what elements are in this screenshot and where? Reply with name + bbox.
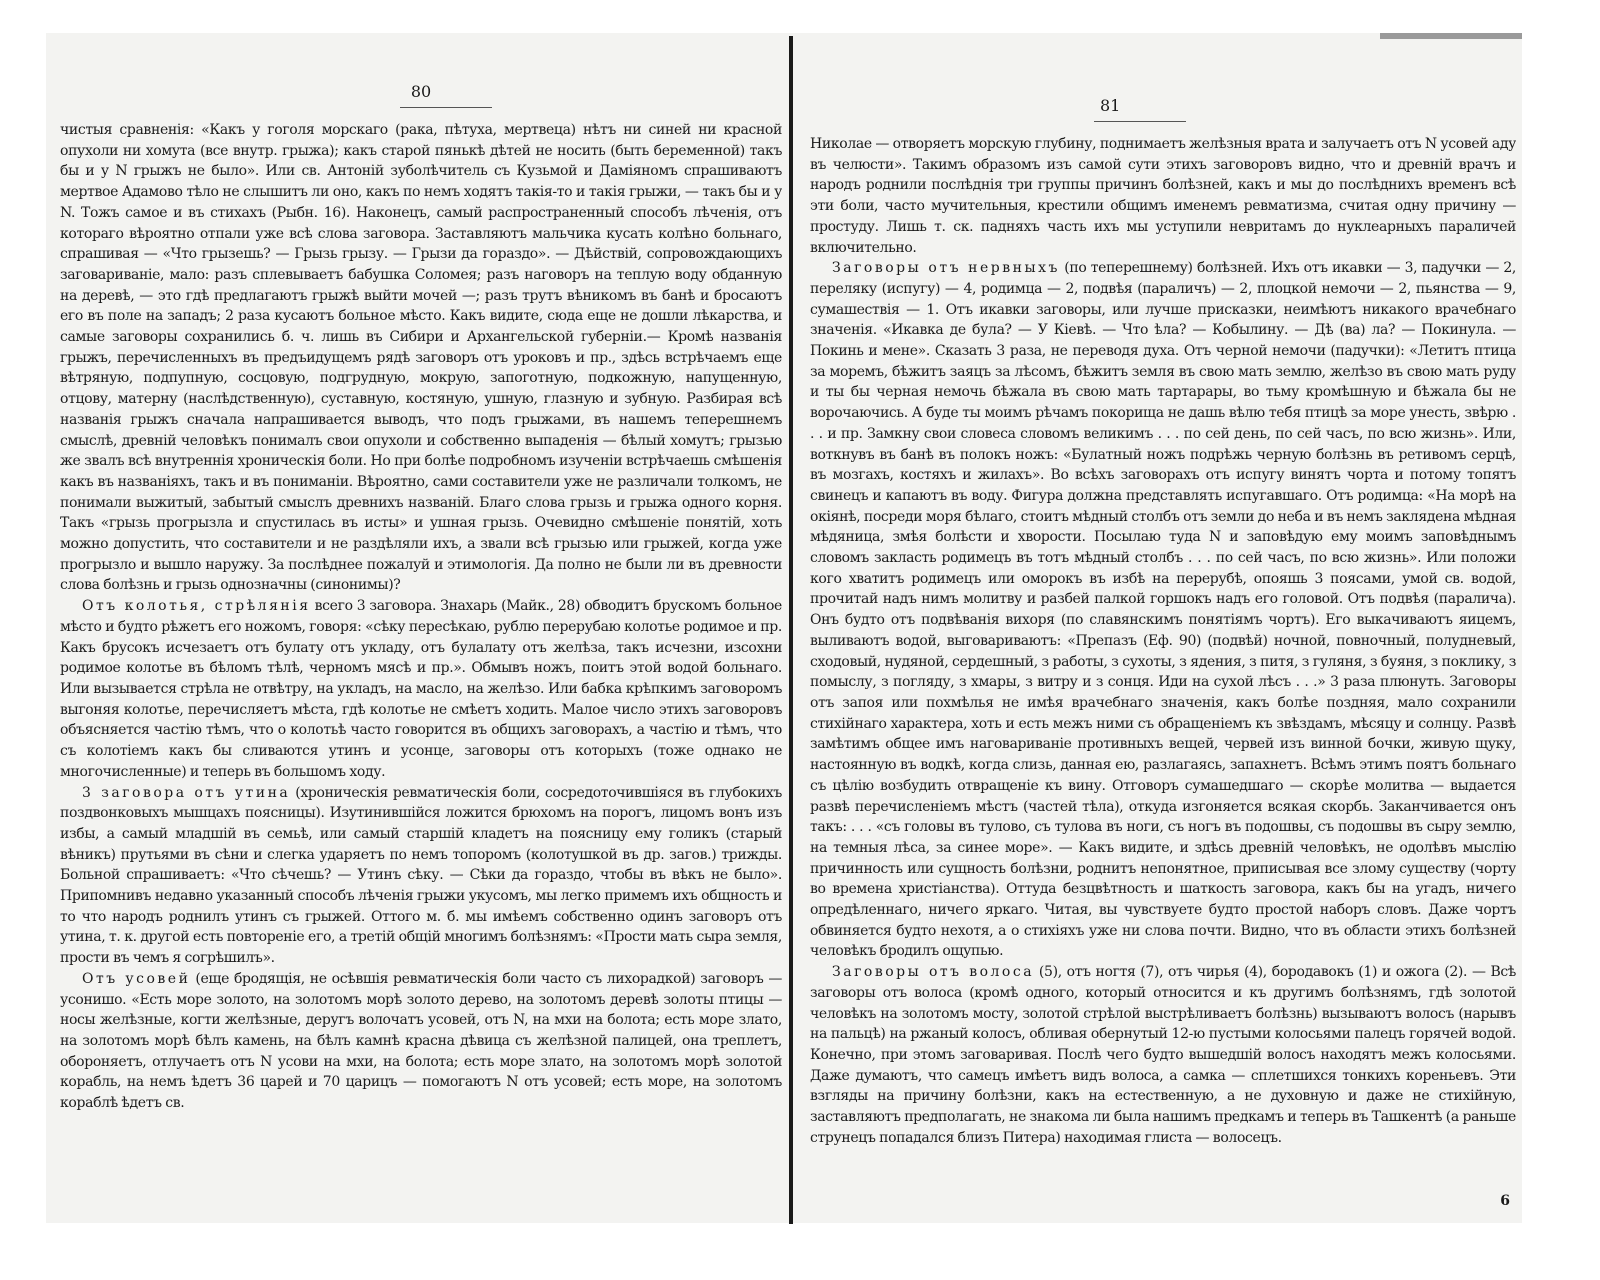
paragraph-lead: Отъ усовей	[82, 970, 191, 987]
paragraph	[60, 969, 782, 1114]
paragraph-lead: Отъ колотья, стрѣлянія	[82, 598, 311, 615]
book-spine	[789, 36, 793, 1224]
paragraph	[60, 120, 782, 596]
page-number-rule	[400, 107, 492, 108]
signature-mark: 6	[1500, 1193, 1510, 1209]
paragraph-body: чистыя сравненія: «Какъ у гоголя морскаго (рака, пѣтуха, мертвеца) нѣтъ ни синей ни красной опухоли ни хомута (все внутр. грыжа); какъ старой пянькѣ дѣтей не носить (быть беременной) такъ бы и у N грыжъ не было». Или св. Антоній зуболѣчитель съ Кузьмой и Даміяномъ спрашиваютъ мертвое Адамово тѣло не слышитъ ли оно, какъ по немъ ходятъ такія-то и такія грыжи, — такъ бы и у N. Тожъ самое и въ стихахъ (Рыбн. 16). Наконецъ, самый распространенный способъ лѣченія, отъ котораго вѣроятно отпали уже всѣ слова заговора. Заставляютъ мальчика кусать колѣно больнаго, спрашивая — «Что грызешь? — Грызь грызу. — Грызи да гораздо». — Дѣйствій, сопровождающихъ заговариваніе, мало: разъ сплевываетъ бабушка Соломея; разъ наговоръ на теплую воду обданную на деревѣ, — это гдѣ предлагаютъ грыжѣ выйти мочей —; разъ трутъ вѣникомъ въ банѣ и бросаютъ его въ поле на западъ; 2 раза кусаютъ больное мѣсто. Какъ видите, сюда еще не дошли лѣкарства, и самые заговоры сохранились б. ч. лишь въ Сибири и Архангельской губерніи.— Кромѣ названія грыжъ, перечисленныхъ въ предъидущемъ рядѣ заговоръ отъ уроковъ и пр., здѣсь встрѣчаемъ еще вѣтряную, подпупную, сосцовую, подгрудную, мокрую, запоготную, подкожную, напущенную, отцову, матерну (наслѣдственную), суставную, костяную, ушную, глазную и зубную. Разбирая всѣ названія грыжъ сначала напрашивается выводъ, что подъ грыжами, въ нашемъ теперешнемъ смыслѣ, древній человѣкъ понималъ свои опухоли и собственно выпаденія — бѣлый хомутъ; грызью же звалъ всѣ внутреннія хроническія боли. Но при болѣе подробномъ изученіи встрѣчаешь смѣшенія какъ въ названіяхъ, такъ и въ пониманіи. Вѣроятно, сами составители уже не различали толкомъ, не понимали выжитый, забытый смыслъ древнихъ названій. Благо слова грызь и грыжа одного корня. Такъ «грызь прогрызла и спустилась въ исты» и ушная грызь. Очевидно смѣшеніе понятій, хоть можно допустить, что составители и не раздѣляли ихъ, а звали всѣ грызью или грыжей, когда уже прогрызло и вышло наружу. За послѣднее пожалуй и этимологія. Да полно не были ли въ древности слова болѣзнь и грызь однозначны (синонимы)?	[60, 122, 782, 594]
paragraph	[60, 596, 782, 782]
paragraph-lead: 3 заговора отъ утина	[82, 784, 291, 801]
paragraph	[60, 783, 782, 969]
page-number-rule	[1094, 121, 1186, 122]
page-text	[60, 120, 782, 1114]
left-page	[60, 33, 782, 1223]
page-number: 81	[1100, 96, 1121, 115]
paragraph	[810, 962, 1516, 1148]
paragraph-body: (5), отъ ногтя (7), отъ чирья (4), бородавокъ (1) и ожога (2). — Всѣ заговоры отъ волоса (кромѣ одного, который относится и къ другимъ болѣзнямъ, гдѣ золотой человѣкъ на золотомъ мосту, золотой стрѣлой выстрѣливаетъ болѣзнь) вызываютъ волосъ (нарывъ на пальцѣ) на ржаный колосъ, обливая обернутый 12-ю пустыми колосьями палецъ горячей водой. Конечно, при этомъ заговаривая. Послѣ чего будто вышедшій волосъ находятъ межъ колосьями. Даже думаютъ, что самецъ имѣетъ видъ волоса, а самка — сплетшихся тонкихъ кореньевъ. Эти взгляды на причину болѣзни, какъ на естественную, а не духовную и даже не стихійную, заставляютъ предполагать, не знакома ли была нашимъ предкамъ и теперь въ Ташкентѣ (а раньше струнецъ попадался близъ Питера) находимая глиста — волосецъ.	[810, 964, 1516, 1146]
paragraph-lead: Заговоры отъ волоса	[832, 964, 1035, 981]
page-number: 80	[410, 82, 432, 101]
paragraph-body: (еще бродящія, не осѣвшія ревматическія боли часто съ лихорадкой) заговоръ — усонишо. «Есть море золото, на золотомъ морѣ золото дерево, на золотомъ деревѣ золоты птицы — носы желѣзные, когти желѣзные, деругъ волочатъ усовей, отъ N, на мхи на болота; есть море злато, на золотомъ морѣ бѣлъ камень, на бѣлъ камнѣ красна дѣвица съ желѣзной палицей, она треплетъ, обороняетъ, отлучаетъ отъ N усови на мхи, на болота; есть море злато, на золотомъ морѣ золотой корабль, на немъ ѣдетъ 36 царей и 70 царицъ — помогаютъ N отъ усовей; есть море, на золотомъ кораблѣ ѣдетъ св.	[60, 970, 782, 1112]
paragraph	[810, 134, 1516, 258]
paragraph-body: (хроническія ревматическія боли, сосредоточившіяся въ глубокихъ поздвонковыхъ мышцахъ поясницы). Изутинившійся ложится брюхомъ на порогъ, лицомъ вонъ изъ избы, а самый младшій въ семьѣ, или самый старшій кладетъ на поясницу ему голикъ (старый вѣникъ) прутьями въ сѣни и слегка ударяетъ по немъ топоромъ (колотушкой въ др. загов.) трижды. Больной спрашиваетъ: «Что сѣчешь? — Утинъ сѣку. — Сѣки да гораздо, чтобы въ вѣкъ не было». Припомнивъ недавно указанный способъ лѣченія грыжи укусомъ, мы легко примемъ ихъ общность и то что народъ роднилъ утинъ съ грыжей. Оттого м. б. мы имѣемъ собственно одинъ заговоръ отъ утина, т. к. другой есть повтореніе его, а третій общій многимъ болѣзнямъ: «Прости мать сыра земля, прости въ чемъ я согрѣшилъ».	[60, 784, 782, 967]
page-text	[810, 134, 1516, 1148]
paragraph-body: (по теперешнему) болѣзней. Ихъ отъ икавки — 3, падучки — 2, переляку (испугу) — 4, родимца — 2, подвѣя (параличъ) — 2, плоцкой немочи — 2, пьянства — 9, сумашествія — 1. Отъ икавки заговоры, или лучше присказки, неимѣютъ никакого врачебнаго значенія. «Икавка де була? — У Кіевѣ. — Что ѣла? — Кобылину. — Дѣ (ва) ла? — Покинула. — Покинь и мене». Сказать 3 раза, не переводя духа. Отъ черной немочи (падучки): «Летитъ птица за моремъ, бѣжитъ заяцъ за лѣсомъ, бѣжитъ земля въ свою мать землю, желѣзо въ свою мать руду и ты бы черная немочь бѣжала въ свою мать тартарары, во тьму кромѣшную и бѣжала бы не ворочаючись. А буде ты моимъ рѣчамъ покорища не дашь вѣлю тебя птицѣ за море унесть, звѣрю . . . и пр. Замкну свои словеса словомъ великимъ . . . по сей день, по сей часъ, по всю жизнь». Или, воткнувъ въ банѣ въ полокъ ножъ: «Булатный ножъ подрѣжь черную болѣзнь въ ретивомъ серцѣ, въ мозгахъ, костяхъ и жилахъ». Во всѣхъ заговорахъ отъ испугу винятъ чорта и потому топятъ свинецъ и капаютъ въ воду. Фигура должна представлять испугавшаго. Отъ родимца: «На морѣ на окіянѣ, посреди моря бѣлаго, стоитъ мѣдный столбъ отъ земли до неба и въ немъ заклядена мѣдная мѣдяница, змѣя болѣсти и хворости. Посылаю туда N и заповѣдую ему моимъ заповѣднымъ словомъ закласть родимецъ въ тотъ мѣдный столбъ . . . по сей часъ, по всю жизнь». Или положи кого хватитъ родимецъ или оморокъ въ избѣ на перерубѣ, опояшь 3 поясами, умой св. водой, прочитай надъ нимъ молитву и разбей палкой горшокъ надъ его головой. Отъ подвѣя (паралича). Онъ будто отъ подвѣванія вихоря (по славянскимъ понятіямъ чортъ). Его выкачиваютъ яицемъ, выливаютъ водой, выговариваютъ: «Препазъ (Еф. 90) (подвѣй) ночной, повночный, полудневый, сходовый, нудяной, сердешный, з работы, з сухоты, з ядения, з питя, з гуляня, з буяня, з поклику, з помыслу, з погляду, з хмары, з витру и з сонця. Иди на сухой лѣсъ . . .» 3 раза плюнуть. Заговоры отъ запоя или похмѣлья не имѣя врачебнаго значенія, какъ болѣе поздняя, мало сохранили стихійнаго характера, хоть и есть межъ ними съ обращеніемъ къ звѣздамъ, мѣсяцу и солнцу. Развѣ замѣтимъ общее имъ наговариваніе противныхъ вещей, червей изъ винной бочки, живую щуку, настоянную въ водкѣ, когда слизь, данная ею, разлагаясь, запахнетъ. Всѣмъ этимъ поятъ больнаго съ цѣлію возбудить отвращеніе къ вину. Отговоръ сумашедшаго — скорѣе молитва — выдается развѣ перечисленіемъ мѣстъ (частей тѣла), откуда изгоняется всякая скорбь. Заканчивается онъ такъ: . . . «съ головы въ тулово, съ тулова въ ноги, съ ногъ въ подошвы, съ подошвы въ сыру землю, на темныя лѣса, за синее море». — Какъ видите, и здѣсь древній человѣкъ, не одолѣвъ мыслію причинность или сущность болѣзни, роднитъ непонятное, приписывая все злому существу (чорту во времена христіанства). Оттуда безцвѣтность и шаткость заговора, какъ бы на угадъ, ничего опредѣленнаго, ничего яркаго. Читая, вы чувствуете будто простой наборъ словъ. Даже чортъ обвиняется будто нехотя, а о стихіяхъ уже ни слова почти. Видно, что въ области этихъ болѣзней человѣкъ бродилъ ощупью.	[810, 260, 1516, 960]
paragraph-body: всего 3 заговора. Знахарь (Майк., 28) обводитъ брускомъ больное мѣсто и будто рѣжетъ его ножомъ, говоря: «сѣку пересѣкаю, рублю перерубаю колотье родимое и пр. Какъ брусокъ исчезаетъ отъ булату отъ укладу, отъ булалату отъ желѣза, такъ исчезни, изсохни родимое колотье въ бѣломъ тѣлѣ, черномъ мясѣ и пр.». Обмывъ ножъ, поитъ этой водой больнаго. Или вызывается стрѣла не отвѣтру, на укладъ, на масло, на желѣзо. Или бабка крѣпкимъ заговоромъ выгоняя колотье, перечисляетъ мѣста, гдѣ колотье не смѣетъ ходить. Малое число этихъ заговоровъ объясняется частію тѣмъ, что о колотьѣ часто говорится въ общихъ заговорахъ, а частію и тѣмъ, что съ колотіемъ какъ бы сливаются утинъ и усонце, заговоры отъ которыхъ (тоже однако не многочисленные) и теперь въ большомъ ходу.	[60, 598, 782, 780]
paragraph	[810, 258, 1516, 962]
paragraph-body: Николае — отворяетъ морскую глубину, поднимаетъ желѣзныя врата и залучаетъ отъ N усовей аду въ челюсти». Такимъ образомъ изъ самой сути этихъ заговоровъ видно, что и древній врачъ и народъ роднили послѣднія три группы причинъ болѣзней, какъ и мы до послѣднихъ временъ всѣ эти боли, часто мучительныя, крестили общимъ именемъ ревматизма, считая одну причину — простуду. Лишь т. ск. падняхъ часть ихъ мы уступили невритамъ до нуклеарныхъ параличей включительно.	[810, 136, 1516, 256]
right-page	[810, 33, 1516, 1223]
paragraph-lead: Заговоры отъ нервныхъ	[832, 260, 1060, 277]
